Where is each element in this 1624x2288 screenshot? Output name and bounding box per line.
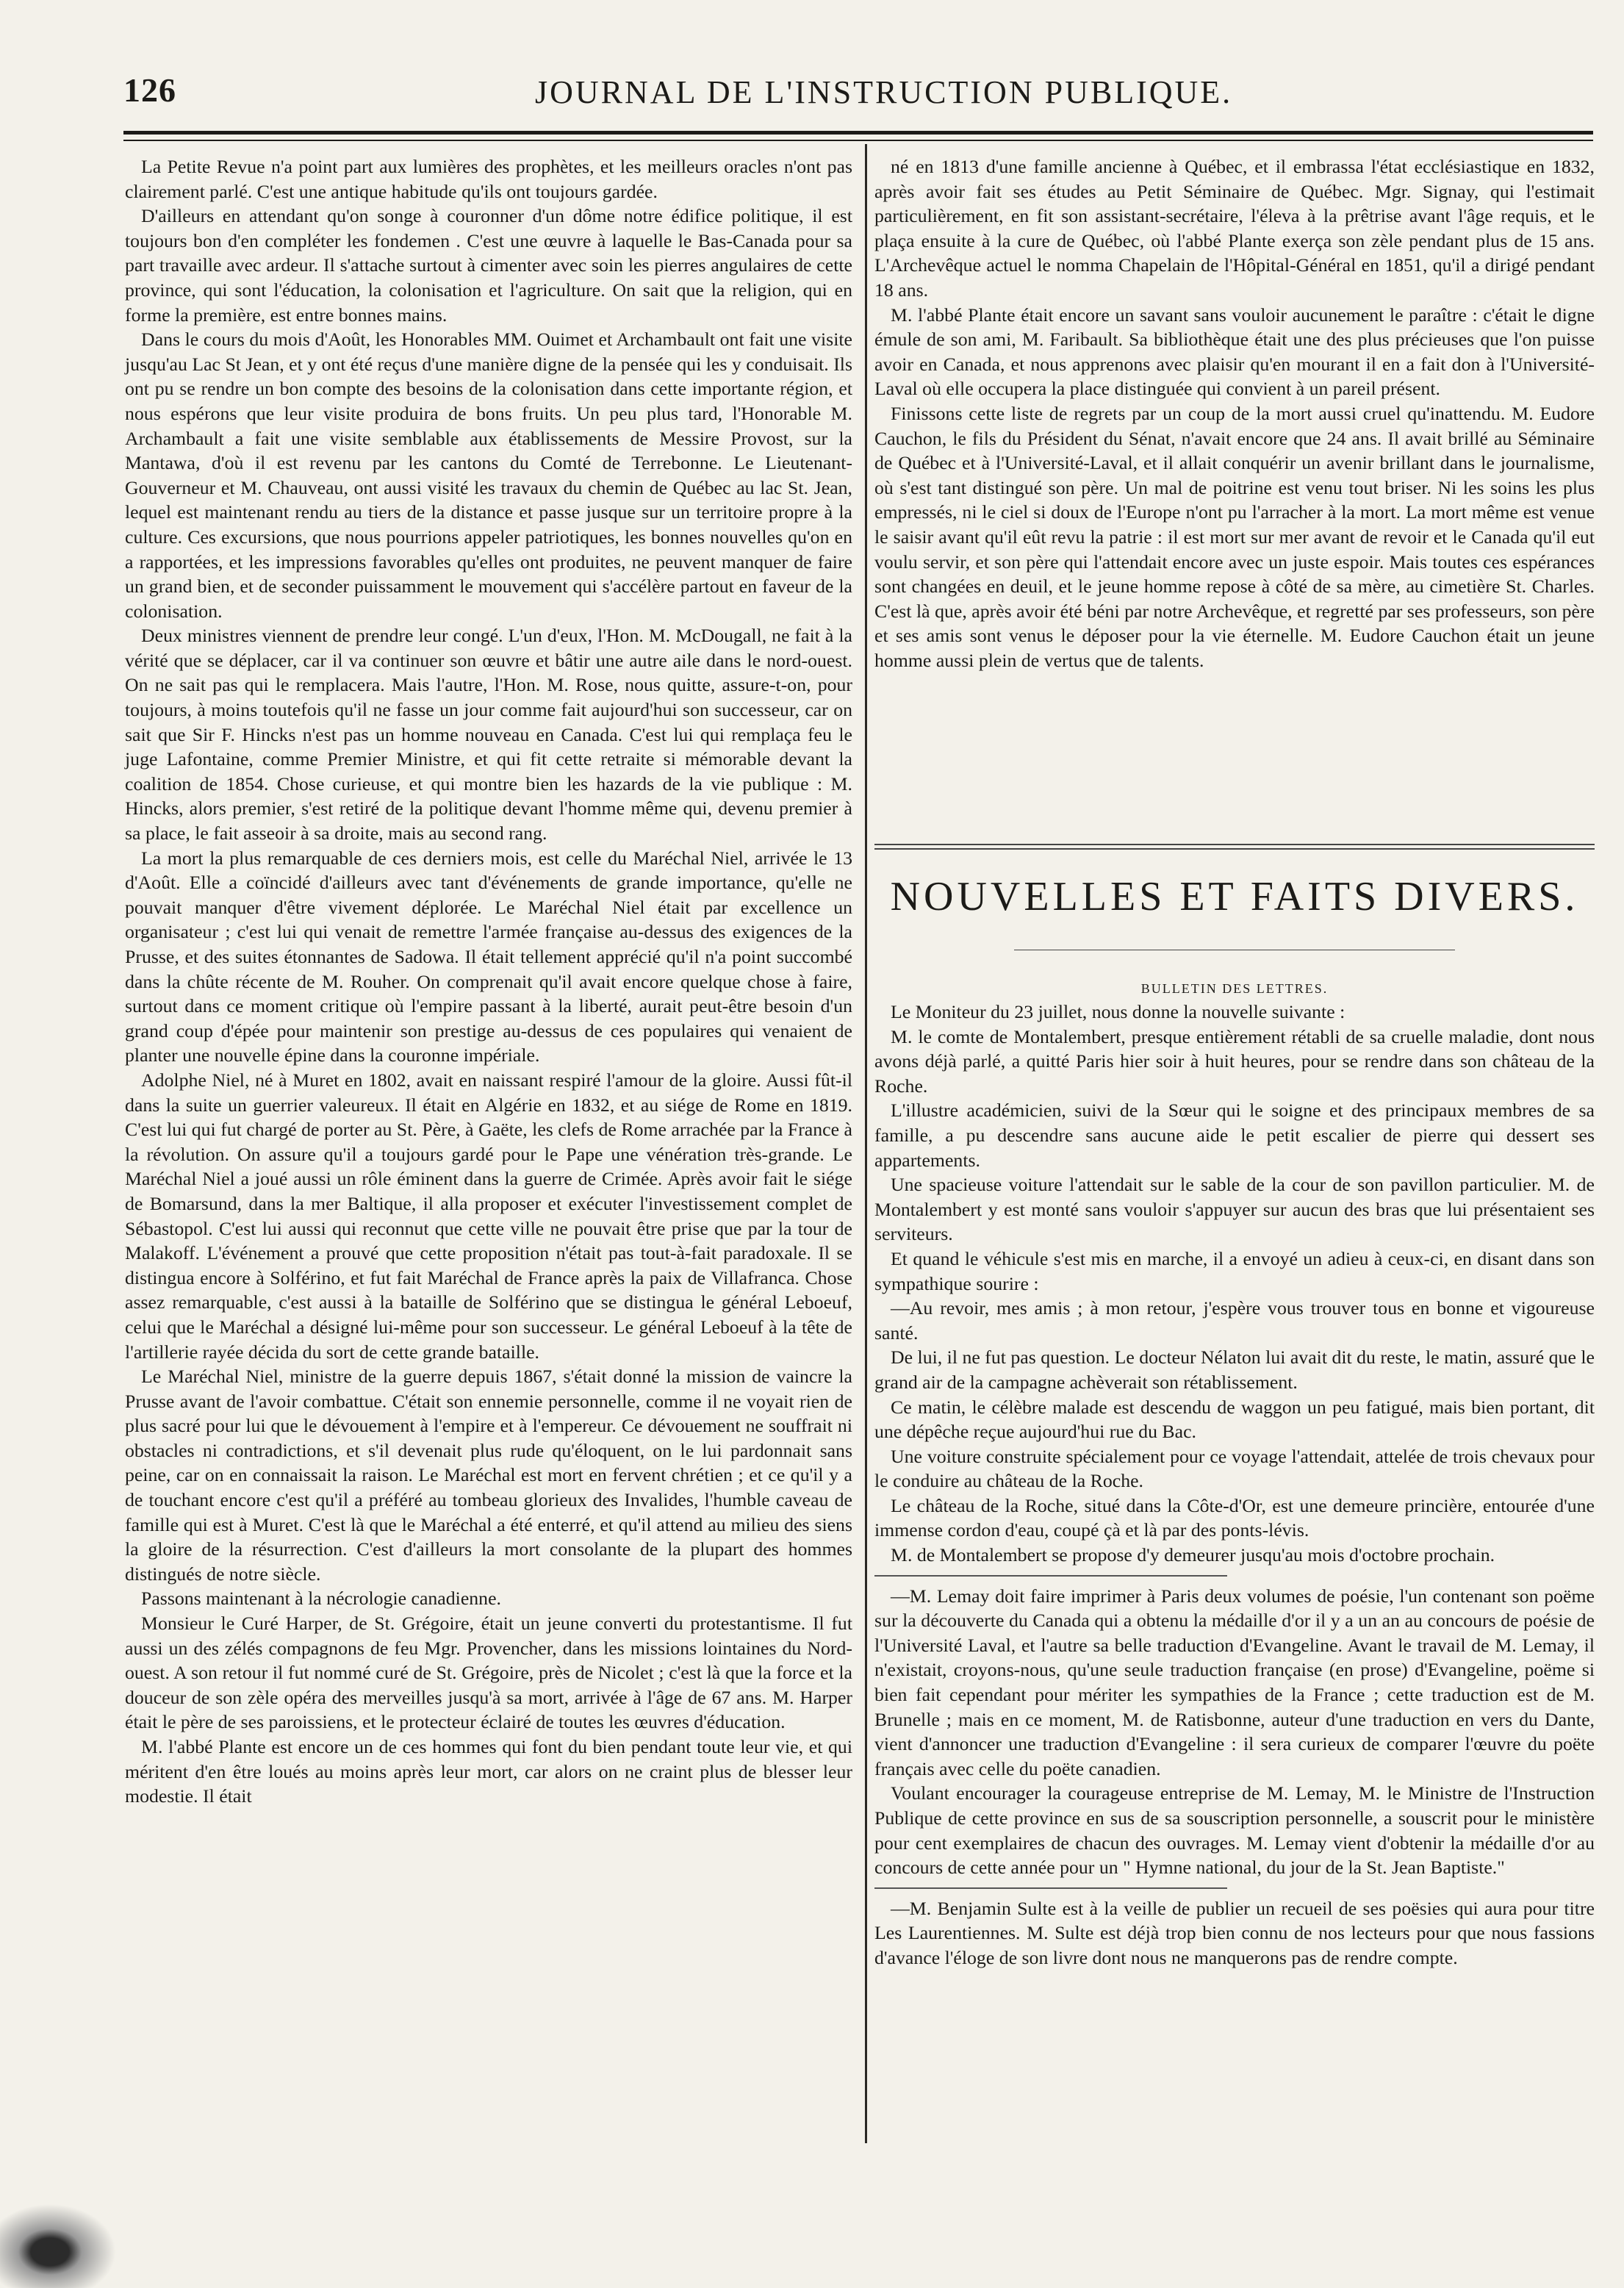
paragraph: Adolphe Niel, né à Muret en 1802, avait en naissant respiré l'amour de la gloire. Aussi fût-il dans la suite un guerrier valeureux. Il était en Algérie en 1832, et au siége de Rome en 1819. C'est lui qui fut chargé de porter au St. Père, à Gaëte, les clefs de Rome arrachée par la France à la révolution. On assure qu'il a toujours gardé pour le Pape une vénération très-grande. Le Maréchal Niel a joué aussi un rôle éminent dans la guerre de Crimée. Après avoir fait le siége de Bomarsund, dans la mer Baltique, il alla proposer et exécuter l'investissement complet de Sébastopol. C'est lui aussi qui reconnut que cette ville ne pouvait être prise que par la tour de Malakoff. L'événement a prouvé que cette proposition n'était pas tout-à-fait paradoxale. Il se distingua encore à Solférino, et fut fait Maréchal de France après la paix de Villafranca. Chose assez remarquable, c'est aussi à la bataille de Solférino que se distingua le général Leboeuf, celui que le Maréchal a désigné lui-même pour son successeur. Le général Leboeuf à la tête de l'artillerie rayée décida du sort de cette grande bataille. — [125, 1069, 852, 1363]
paragraph: Le Maréchal Niel, ministre de la guerre depuis 1867, s'était donné la mission de vaincre la Prusse avant de l'avoir combattue. C'était son ennemie personnelle, comme il ne voyait rien de plus sacré pour lui que le dévouement à l'empire et à l'empereur. Ce dévouement ne souffrait ni obstacles ni contradictions, et s'il devenait plus rude qu'éloquent, on le lui pardonnait sans peine, car on en connaissait la raison. Le Maréchal est mort en fervent chrétien ; et ce qu'il y a de touchant encore c'est qu'il a préféré au tombeau glorieux des Invalides, l'humble caveau de famille qui est à Muret. C'est là que le Maréchal a été enterré, et qu'il attend au milieu des siens la gloire de la résurrection. C'est d'ailleurs la mort consolante de la plupart des hommes distingués de notre siècle. — [125, 1366, 852, 1585]
paragraph: né en 1813 d'une famille ancienne à Québec, et il embrassa l'état ecclésiastique en 1832, après avoir fait ses études au Petit Séminaire de Québec. Mgr. Signay, qui l'estimait particulièrement, en fit son assistant-secrétaire, l'éleva à la prêtrise avant l'âge requis, et le plaça ensuite à la cure de Québec, où l'abbé Plante exerça son zèle pendant plus de 15 ans. L'Archevêque actuel le nomma Chapelain de l'Hôpital-Général en 1851, qu'il a dirigé pendant 18 ans. — [874, 156, 1595, 301]
page-number: 126 — [123, 71, 176, 109]
section-title: NOUVELLES ET FAITS DIVERS. — [890, 874, 1579, 919]
item-divider — [874, 1887, 1227, 1889]
column-divider — [865, 144, 867, 2143]
paragraph: Deux ministres viennent de prendre leur congé. L'un d'eux, l'Hon. M. McDougall, ne fait à la vérité que se déplacer, car il va continuer son œuvre et bâtir une autre aile dans le nord-ouest. On ne sait pas qui le remplacera. Mais l'autre, l'Hon. M. Rose, nous quitte, assure-t-on, pour toujours, à moins toutefois qu'il ne fasse un jour comme fait aujourd'hui son successeur, car on sait que Sir F. Hincks n'est pas un homme nouveau en Canada. C'est lui qui remplaça feu le juge Lafontaine, comme Premier Ministre, et qui fit cette retraite si mémorable devant la coalition de 1854. Chose curieuse, et qui montre bien les hazards de la vie publique : M. Hincks, alors premier, s'est retiré de la politique devant l'homme même qui, devenu premier à sa place, le fait asseoir à sa droite, mais au second rang. — [125, 625, 852, 844]
header-rule-thick — [123, 131, 1593, 135]
page-header — [123, 71, 1595, 122]
paragraph: M. de Montalembert se propose d'y demeurer jusqu'au mois d'octobre prochain. — [891, 1544, 1495, 1566]
right-column-bottom — [874, 1000, 1595, 1970]
section-rule-top-2 — [874, 848, 1595, 850]
paragraph: Monsieur le Curé Harper, de St. Grégoire, était un jeune converti du protestantisme. Il fut aussi un des zélés compagnons de feu Mgr. Provencher, dans les missions lointaines du Nord-ouest. A son retour il fut nommé curé de St. Grégoire, près de Nicolet ; c'est là que la force et la douceur de son zèle opéra des merveilles jusqu'à sa mort, arrivée à l'âge de 67 ans. M. Harper était le père de ses paroissiens, et le protecteur éclairé de toutes les œuvres d'éducation. — [125, 1613, 852, 1733]
paragraph: Finissons cette liste de regrets par un coup de la mort aussi cruel qu'inattendu. M. Eudore Cauchon, le fils du Président du Sénat, n'avait encore que 24 ans. Il avait brillé au Séminaire de Québec et à l'Université-Laval, et il allait conquérir un avenir brillant dans le journalisme, où s'est tant distingué son père. Un mal de poitrine est venu tout briser. Ni les soins les plus empressés, ni le ciel si doux de l'Europe n'ont pu l'arracher à la mort. La mort même est venue le saisir avant qu'il eût revu la patrie : il est mort sur mer avant de revoir et le Canada qu'il eut voulu servir, et son père qui l'attendait encore avec un juste espoir. Mais toutes ces espérances sont changées en deuil, et le jeune homme repose à côté de sa mère, au cimetière St. Charles. C'est là que, après avoir été béni par notre Archevêque, et regretté par ses professeurs, son père et ses amis sont venus le déposer pour la vie éternelle. M. Eudore Cauchon était un jeune homme aussi plein de vertus que de talents. — [874, 402, 1595, 671]
paragraph: Ce matin, le célèbre malade est descendu de waggon un peu fatigué, mais bien portant, dit une dépêche reçue aujourd'hui rue du Bac. — [874, 1396, 1595, 1443]
paragraph: L'illustre académicien, suivi de la Sœur qui le soigne et des principaux membres de sa famille, a pu descendre sans aucune aide le petit escalier de pierre qui dessert ses appartements. — [874, 1100, 1595, 1171]
paragraph: Voulant encourager la courageuse entreprise de M. Lemay, M. le Ministre de l'Instruction Publique de cette province en sus de sa souscription personnelle, a souscrit pour le ministère pour cent exemplaires de chacun des ouvrages. M. Lemay vient d'obtenir la médaille d'or au concours de cette année pour un " Hymne national, du jour de la St. Jean Baptiste." — [874, 1782, 1595, 1879]
left-column — [125, 154, 852, 1809]
paragraph: Une spacieuse voiture l'attendait sur le sable de la cour de son pavillon particulier. M. de Montalembert y est monté sans vouloir s'appuyer sur aucun des bras que lui présentaient ses serviteurs. — [874, 1174, 1595, 1245]
section-rule-top — [874, 844, 1595, 845]
header-rule-thin — [123, 140, 1593, 141]
paragraph: M. le comte de Montalembert, presque entièrement rétabli de sa cruelle maladie, dont nous avons déjà parlé, a quitté Paris hier soir à huit heures, pour se rendre dans son château de la Roche. — [874, 1025, 1595, 1097]
paragraph: Passons maintenant à la nécrologie canadienne. — [141, 1588, 501, 1610]
paragraph: Dans le cours du mois d'Août, les Honorables MM. Ouimet et Archambault ont fait une visite jusqu'au Lac St Jean, et y ont été reçus d'une manière digne de la pensée qui les y conduisait. Ils ont pu se rendre un bon compte des besoins de la colonisation dans cette importante région, et nous espérons que leur visite produira de bons fruits. Un peu plus tard, l'Honorable M. Archambault a fait une visite semblable aux établissements de Messire Provost, sur la Mantawa, d'où il est revenu par les cantons du Comté de Terrebonne. Le Lieutenant-Gouverneur et M. Chauveau, ont aussi visité les travaux du chemin de Québec au lac St. Jean, lequel est maintenant rendu au tiers de la distance et passe jusque sur un territoire propre à la culture. Ces excursions, que nous pourrions appeler patriotiques, les bonnes nouvelles qu'on en a rapportées, et les impressions favorables qu'elles ont produites, ne peuvent manquer de faire un grand bien, et de seconder puissamment le mouvement qui s'accélère partout en faveur de la colonisation. — [125, 329, 852, 622]
paragraph: Une voiture construite spécialement pour ce voyage l'attendait, attelée de trois chevaux pour le conduire au château de la Roche. — [874, 1445, 1595, 1492]
paragraph: —M. Benjamin Sulte est à la veille de publier un recueil de ses poësies qui aura pour titre Les Laurentiennes. M. Sulte est déjà trop bien connu de nos lecteurs pour que nous fassions d'avance l'éloge de son livre dont nous ne manquerons pas de rendre compte. — [874, 1897, 1595, 1968]
paragraph: La Petite Revue n'a point part aux lumières des prophètes, et les meilleurs oracles n'ont pas clairement parlé. C'est une antique habitude qu'ils ont toujours gardée. — [125, 156, 852, 202]
paragraph: Le Moniteur du 23 juillet, nous donne la nouvelle suivante : — [891, 1001, 1345, 1022]
paragraph: —Au revoir, mes amis ; à mon retour, j'espère vous trouver tous en bonne et vigoureuse santé. — [874, 1297, 1595, 1344]
right-column-top — [874, 154, 1595, 673]
item-divider — [874, 1575, 1227, 1577]
paragraph: La mort la plus remarquable de ces derniers mois, est celle du Maréchal Niel, arrivée le 13 d'Août. Elle a coïncidé d'ailleurs avec tant d'événements de grande importance, qu'elle ne pouvait manquer d'être vivement déplorée. Le Maréchal Niel était par excellence un organisateur ; c'est lui qui venait de remettre l'armée française au-dessus des exigences de la Prusse, et des suites étonnantes de Sadowa. Il était tellement apprécié qu'il n'a point succombé dans la chûte récente de M. Rouher. On comprenait qu'il avait encore quelque chose à faire, surtout dans ce moment critique où l'empire passant à la liberté, aurait peut-être besoin d'un grand coup d'épée pour maintenir son prestige au-dessus de ces populaires qui venaient de planter une nouvelle épine dans la couronne impériale. — [125, 847, 852, 1066]
section-subtitle: BULLETIN DES LETTRES. — [1140, 981, 1329, 996]
paragraph: —M. Lemay doit faire imprimer à Paris deux volumes de poésie, l'un contenant son poëme sur la découverte du Canada qui a obtenu la médaille d'or il y a un an au concours de poésie de l'Université Laval, et l'autre sa belle traduction d'Evangeline. Avant le travail de M. Lemay, il n'existait, croyons-nous, qu'une seule traduction française (en prose) d'Evangeline, poëme si bien fait cependant pour mériter les sympathies de la France ; cette traduction est de M. Brunelle ; mais en ce moment, M. de Ratisbonne, auteur d'une traduction en vers du Dante, vient d'annoncer une traduction d'Evangeline : il sera curieux de comparer l'œuvre du poëte français avec celle du poëte canadien. — [874, 1585, 1595, 1779]
ink-smudge — [0, 2198, 125, 2288]
paragraph: Le château de la Roche, situé dans la Côte-d'Or, est une demeure princière, entourée d'une immense cordon d'eau, coupé çà et là par des ponts-lévis. — [874, 1494, 1595, 1541]
paragraph: D'ailleurs en attendant qu'on songe à couronner d'un dôme notre édifice politique, il est toujours bon d'en compléter les fondemen . C'est une œuvre à laquelle le Bas-Canada pour sa part travaille avec ardeur. Il s'attache surtout à cimenter avec soin les pierres angulaires de cette province, qui sont l'éducation, la colonisation et l'agriculture. On sait que la religion, qui en forme la première, est entre bonnes mains. — [125, 205, 852, 326]
paragraph: M. l'abbé Plante est encore un de ces hommes qui font du bien pendant toute leur vie, et qui méritent d'en être loués au moins après leur mort, car alors on ne craint plus de blesser leur modestie. Il était — [125, 1736, 852, 1807]
journal-title: JOURNAL DE L'INSTRUCTION PUBLIQUE. — [535, 74, 1233, 110]
paragraph: M. l'abbé Plante était encore un savant sans vouloir aucunement le paraître : c'était le digne émule de son ami, M. Faribault. Sa bibliothèque était une des plus précieuses que l'on puisse avoir en Canada, et nous apprenons avec plaisir qu'en mourant il en a fait don à l'Université-Laval où elle occupera la place distinguée qui convient à un pareil présent. — [874, 304, 1595, 400]
paragraph: De lui, il ne fut pas question. Le docteur Nélaton lui avait dit du reste, le matin, assuré que le grand air de la campagne achèverait son rétablissement. — [874, 1346, 1595, 1393]
paragraph: Et quand le véhicule s'est mis en marche, il a envoyé un adieu à ceux-ci, en disant dans son sympathique sourire : — [874, 1247, 1595, 1294]
